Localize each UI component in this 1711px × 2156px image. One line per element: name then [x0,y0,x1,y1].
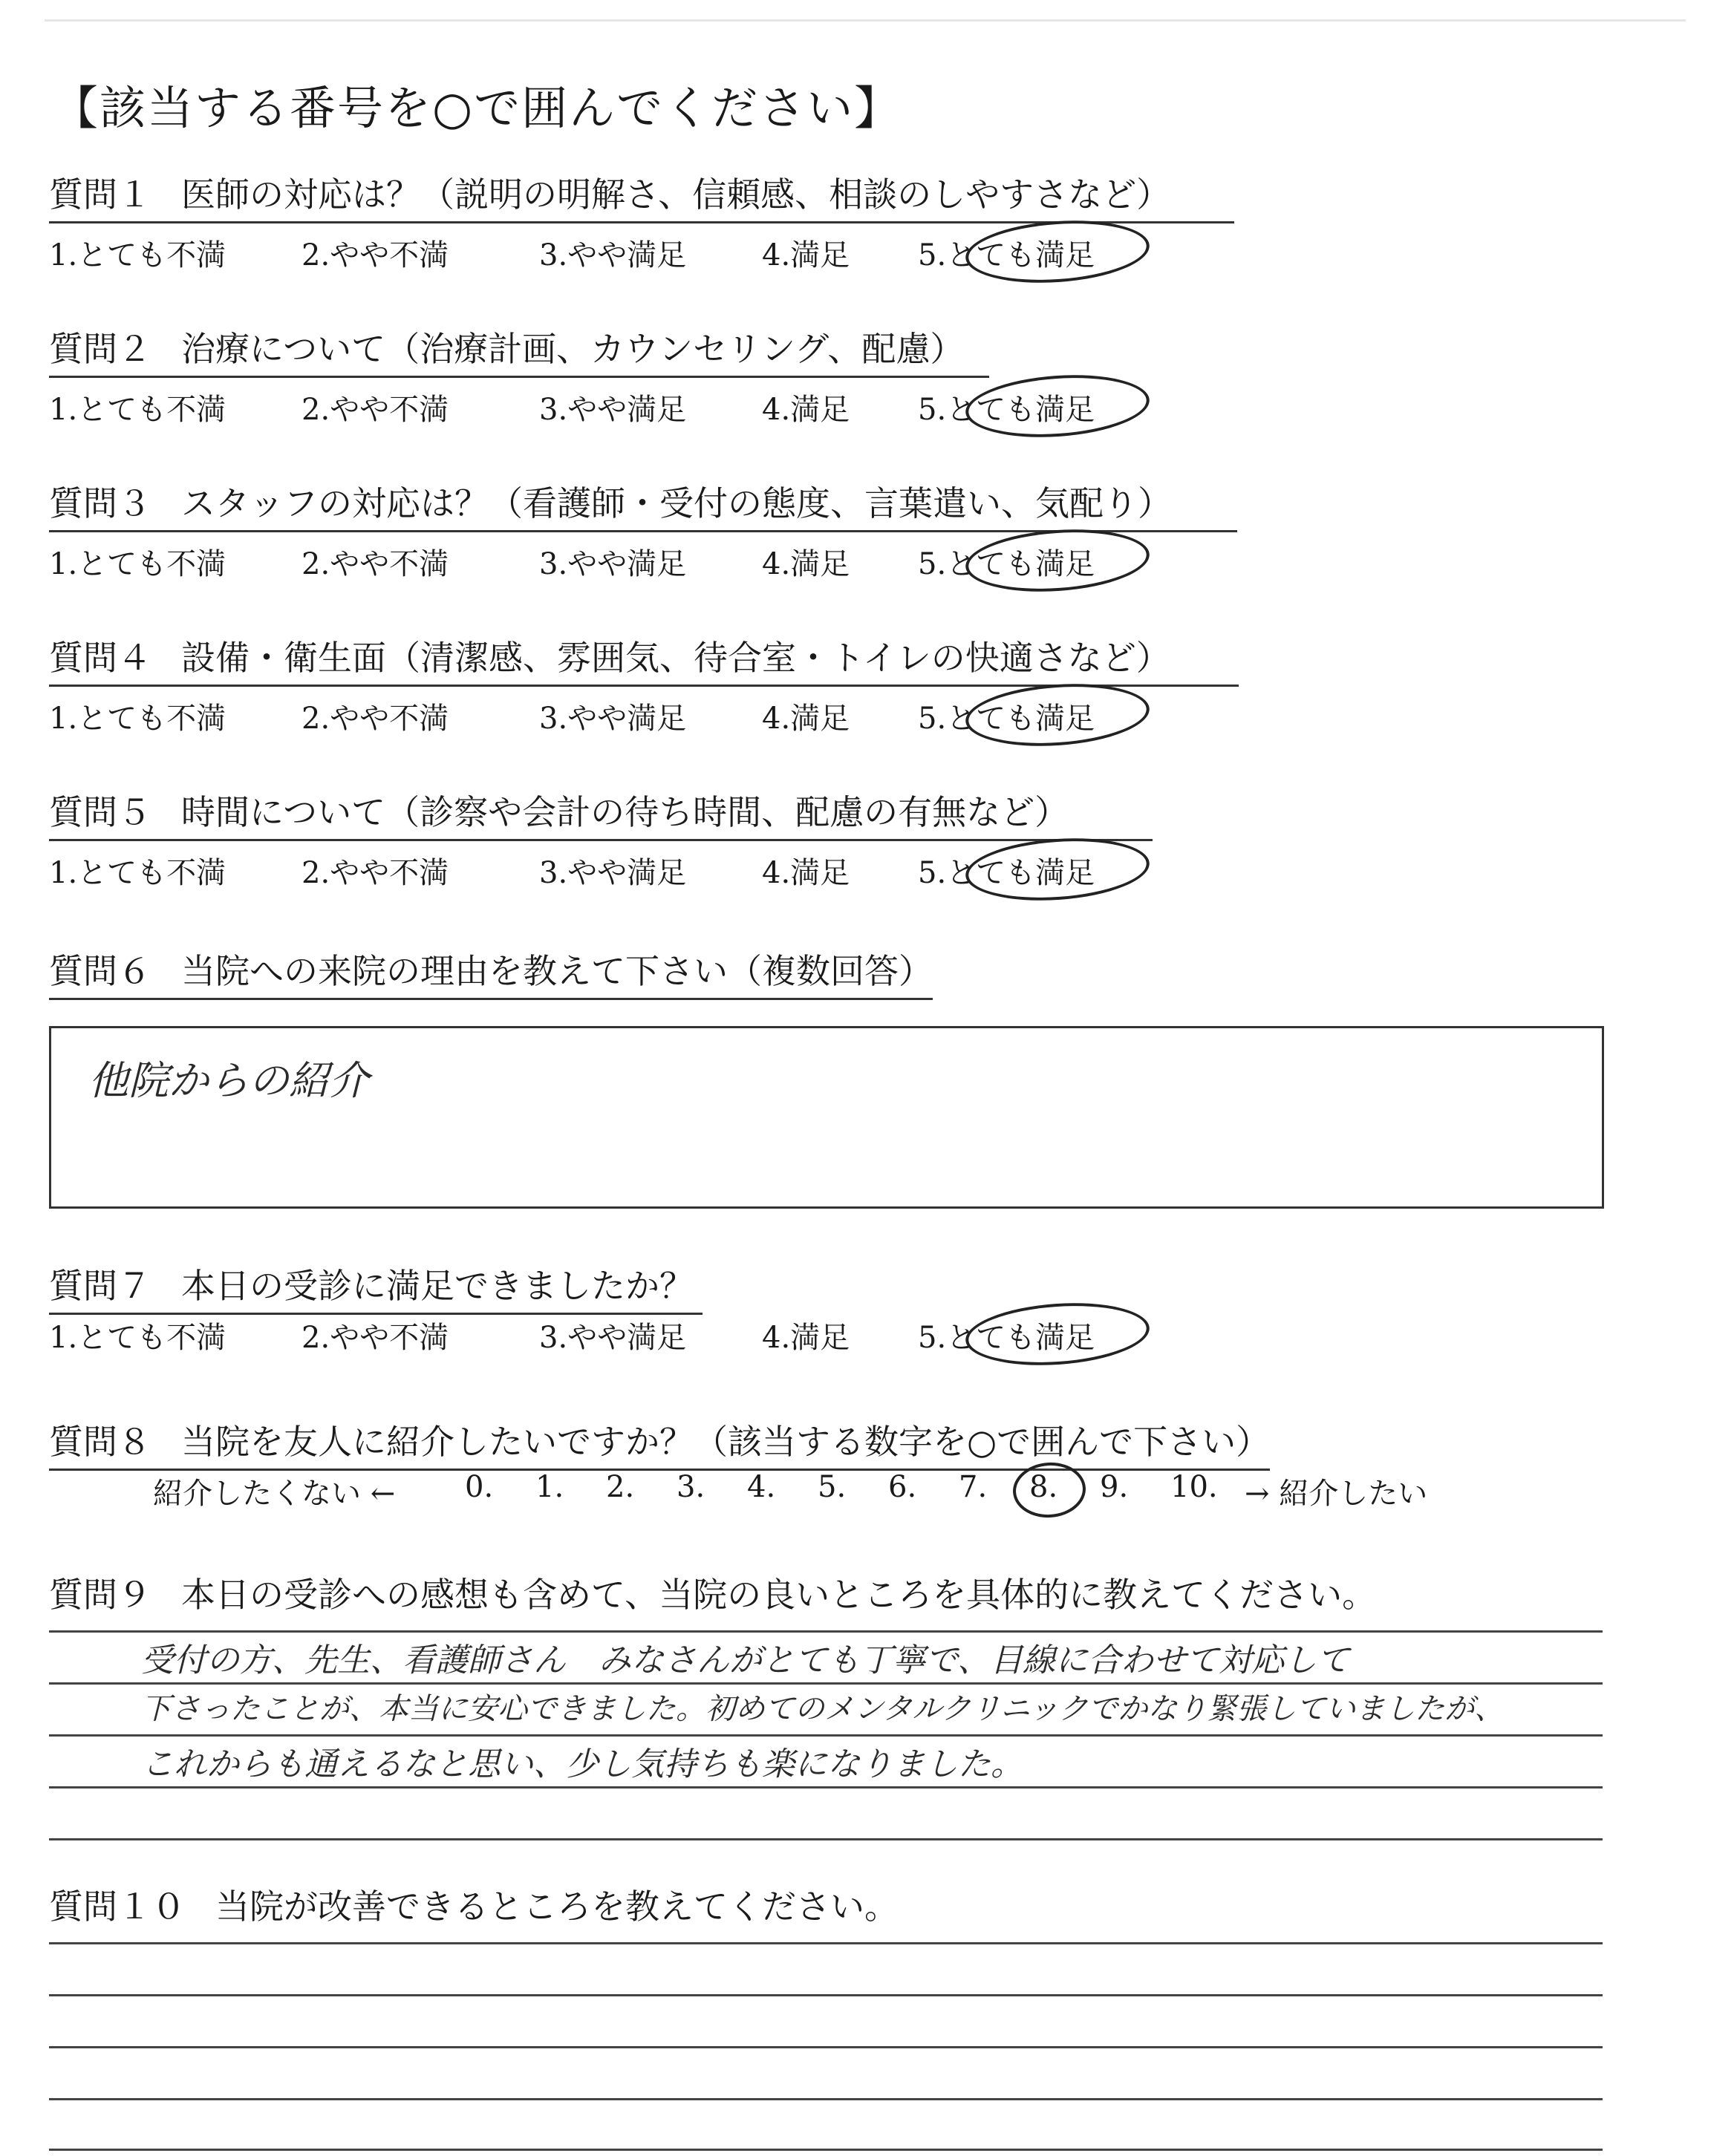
rating-option-5[interactable]: 5.とても満足 [918,393,1095,427]
rating-option-3[interactable]: 3.やや満足 [539,393,687,427]
scale-right-label: → 紹介したい [1245,1477,1428,1511]
selection-circle [963,369,1151,442]
question-5 [49,785,1153,841]
answer-line [49,1942,1603,1944]
question-number: 質問７ [49,1266,151,1306]
question-8 [49,1415,1270,1471]
question-number: 質問５ [49,792,151,832]
question-number: 質問９ [49,1575,151,1615]
question-3 [49,477,1237,532]
rating-option-4[interactable]: 4.満足 [762,238,850,272]
answer-line [49,1786,1603,1788]
rating-option-4[interactable]: 4.満足 [762,547,850,581]
question-6 [49,944,933,1000]
scale-option-2[interactable]: 2. [606,1470,635,1504]
question-number: 質問６ [49,951,151,991]
rating-option-2[interactable]: 2.やや不満 [302,702,449,736]
rating-option-4[interactable]: 4.満足 [762,393,850,427]
question-number: 質問１ [49,174,151,215]
question-text: 設備・衛生面（清潔感、雰囲気、待合室・トイレの快適さなど） [181,638,1170,678]
rating-option-5[interactable]: 5.とても満足 [918,856,1095,890]
question-4 [49,631,1239,687]
answer-line [49,2046,1603,2048]
answer-box[interactable] [49,1026,1604,1209]
rating-options [49,232,1163,272]
question-number: 質問１０ [49,1886,186,1927]
question-text: 当院を友人に紹介したいですか？（該当する数字を○で囲んで下さい） [181,1422,1271,1462]
rating-option-3[interactable]: 3.やや満足 [539,702,687,736]
handwritten-answer-line: 受付の方、先生、看護師さん みなさんがとても丁寧で、目線に合わせて対応して [141,1642,1350,1679]
question-text: 当院への来院の理由を教えて下さい（複数回答） [181,951,933,991]
rating-option-1[interactable]: 1.とても不満 [49,1321,226,1355]
scale-option-0[interactable]: 0. [465,1470,494,1504]
rating-option-2[interactable]: 2.やや不満 [302,856,449,890]
question-text: スタッフの対応は？（看護師・受付の態度、言葉遣い、気配り） [181,483,1172,523]
scale-option-1[interactable]: 1. [535,1470,564,1504]
rating-option-3[interactable]: 3.やや満足 [539,856,687,890]
selection-circle [963,678,1151,751]
question-text: 医師の対応は？（説明の明解さ、信頼感、相談のしやすさなど） [181,174,1171,215]
handwritten-answer: 他院からの紹介 [88,1057,369,1104]
selection-circle [963,215,1151,288]
question-text: 時間について（診察や会計の待ち時間、配慮の有無など） [181,792,1069,832]
scale-option-8[interactable]: 8. [1029,1470,1058,1504]
rating-option-4[interactable]: 4.満足 [762,1321,850,1355]
question-number: 質問４ [49,638,151,678]
rating-options [49,1314,1163,1355]
question-9 [49,1568,1376,1617]
question-number: 質問３ [49,483,151,523]
handwritten-answer-line: 下さったことが、本当に安心できました。初めてのメンタルクリニックでかなり緊張していましたが、 [141,1692,1505,1726]
rating-option-3[interactable]: 3.やや満足 [539,1321,687,1355]
rating-option-2[interactable]: 2.やや不満 [302,238,449,272]
rating-option-4[interactable]: 4.満足 [762,856,850,890]
rating-option-3[interactable]: 3.やや満足 [539,547,687,581]
rating-options [49,695,1163,736]
selection-circle [963,523,1151,597]
rating-option-2[interactable]: 2.やや不満 [302,393,449,427]
scale-option-3[interactable]: 3. [677,1470,705,1504]
rating-option-2[interactable]: 2.やや不満 [302,1321,449,1355]
answer-line [49,1630,1603,1633]
scale-option-9[interactable]: 9. [1100,1470,1129,1504]
rating-options [49,540,1163,581]
scale-option-5[interactable]: 5. [818,1470,847,1504]
rating-option-3[interactable]: 3.やや満足 [539,238,687,272]
question-text: 本日の受診への感想も含めて、当院の良いところを具体的に教えてください。 [181,1575,1377,1615]
scale-option-7[interactable]: 7. [959,1470,988,1504]
answer-line [49,1994,1603,1996]
handwritten-answer-line: これからも通えるなと思い、少し気持ちも楽になりました。 [141,1745,1023,1783]
top-border [45,19,1686,22]
rating-option-5[interactable]: 5.とても満足 [918,238,1095,272]
question-text: 治療について（治療計画、カウンセリング、配慮） [181,329,965,369]
rating-option-1[interactable]: 1.とても不満 [49,238,226,272]
question-number: 質問２ [49,329,151,369]
scale-option-4[interactable]: 4. [747,1470,776,1504]
question-1 [49,168,1234,223]
rating-option-5[interactable]: 5.とても満足 [918,1321,1095,1355]
rating-options [49,386,1163,427]
question-text: 当院が改善できるところを教えてください。 [215,1886,899,1927]
answer-line [49,1838,1603,1840]
question-number: 質問８ [49,1422,151,1462]
answer-line [49,2149,1603,2151]
rating-option-1[interactable]: 1.とても不満 [49,547,226,581]
rating-option-2[interactable]: 2.やや不満 [302,547,449,581]
answer-line [49,2098,1603,2100]
rating-option-1[interactable]: 1.とても不満 [49,393,226,427]
scale-option-10[interactable]: 10. [1170,1470,1218,1504]
scale-option-6[interactable]: 6. [888,1470,917,1504]
selection-circle [963,1297,1151,1371]
question-10 [49,1880,899,1929]
rating-option-1[interactable]: 1.とても不満 [49,702,226,736]
question-text: 本日の受診に満足できましたか？ [181,1266,694,1306]
rating-option-5[interactable]: 5.とても満足 [918,702,1095,736]
rating-options [49,849,1163,890]
question-2 [49,322,989,378]
answer-line [49,1682,1603,1685]
question-7 [49,1259,703,1315]
rating-option-4[interactable]: 4.満足 [762,702,850,736]
rating-option-1[interactable]: 1.とても不満 [49,856,226,890]
recommend-scale [49,1470,1534,1511]
scale-left-label: 紹介したくない ← [153,1477,396,1511]
page-heading: 【該当する番号を○で囲んでください】 [52,81,902,135]
rating-option-5[interactable]: 5.とても満足 [918,547,1095,581]
selection-circle [963,832,1151,906]
answer-line [49,1734,1603,1737]
